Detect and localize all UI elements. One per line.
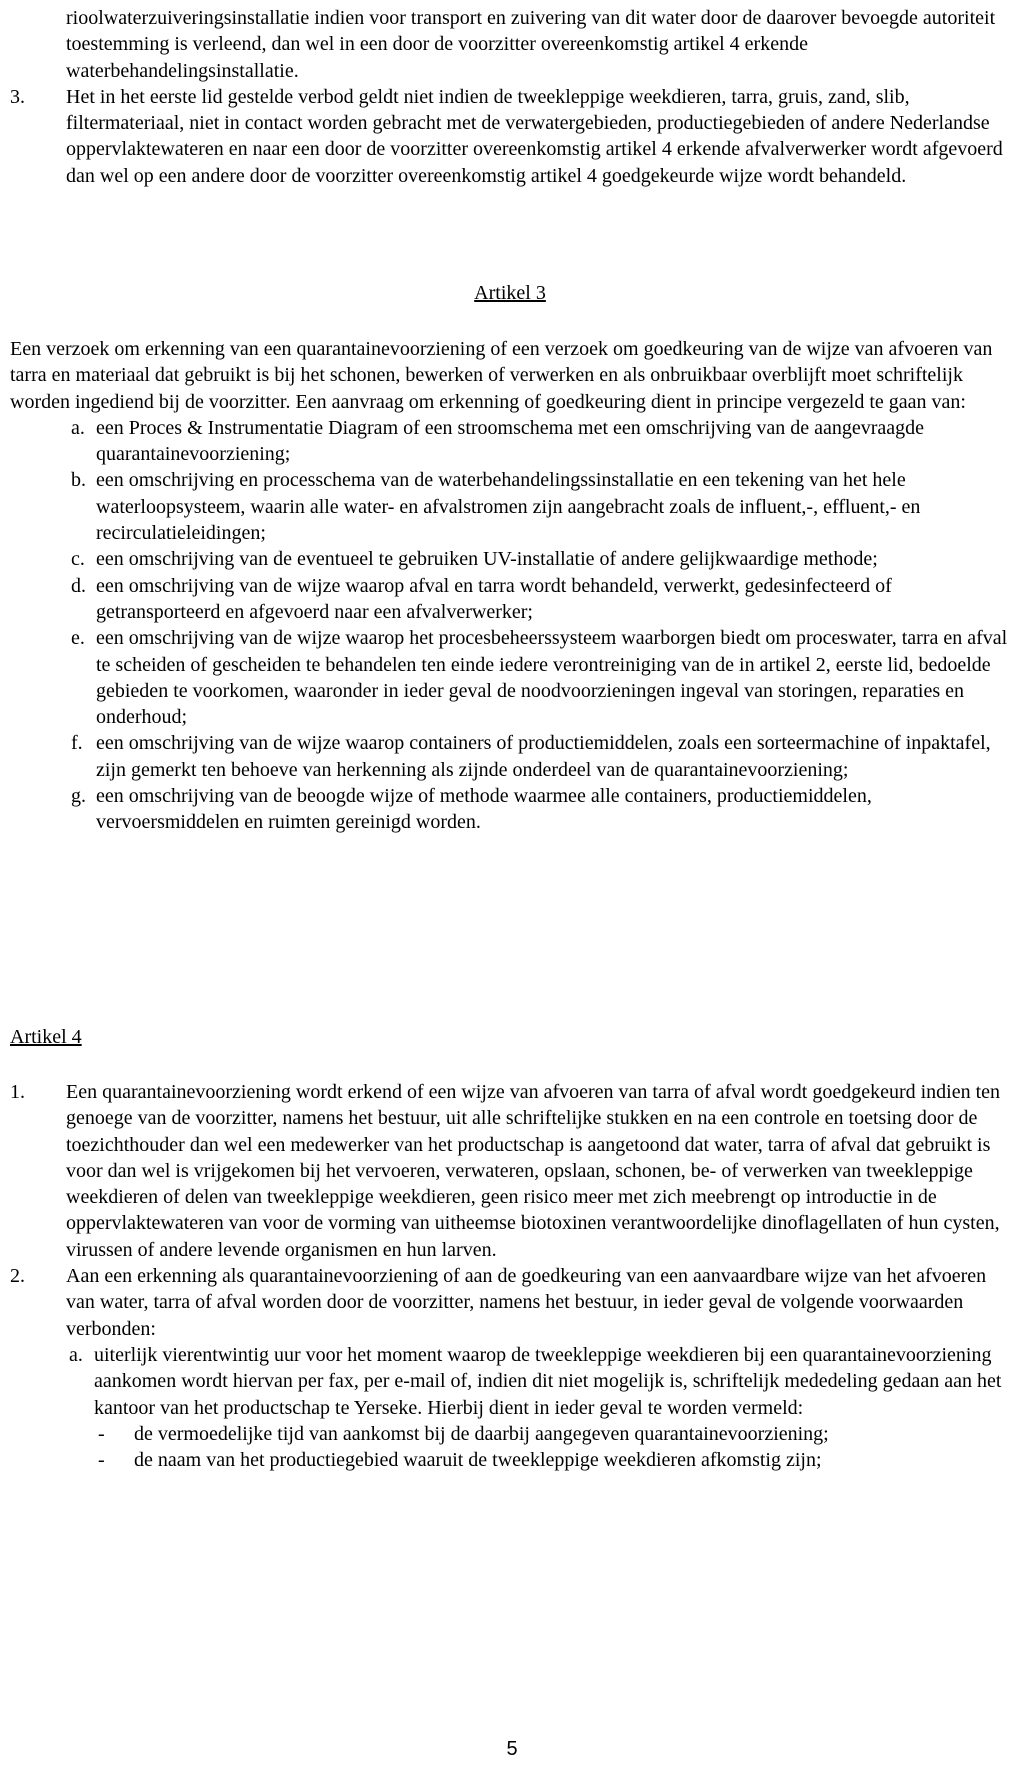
item-text: Een quarantainevoorziening wordt erkend of een wijze van afvoeren van tarra of afval wordt goedgekeurd indien ten genoege van de voorzitter, namens het bestuur, uit alle schriftelijke stukken en na een controle en toetsing door de toezichthouder dan wel een medewerker van het productschap is aangetoond dat water, tarra of afval dat gebruikt is voor dan wel is vrijgekomen bij het vervoeren, verwateren, opslaan, schonen, be- of verwerken van tweekleppige weekdieren of delen van tweekleppige weekdieren, geen risico meer met zich meebrengt op introductie in de oppervlaktewateren van voor de vorming van uitheemse biotoxinen verantwoordelijke dinoflagellaten of hun cysten, virussen of andere levende organismen en hun larven. bbox=[66, 1081, 1001, 1261]
dash-item-text: de naam van het productiegebied waaruit de tweekleppige weekdieren afkomstig zijn; bbox=[134, 1449, 822, 1472]
item-number: 1. bbox=[10, 1081, 25, 1103]
dash-bullet: - bbox=[98, 1449, 105, 1472]
list-item-letter: a. bbox=[71, 416, 85, 439]
artikel2-continuation bbox=[10, 5, 1010, 189]
item-number: 2. bbox=[10, 1265, 25, 1288]
dash-item bbox=[10, 1421, 1010, 1447]
list-item-text: een omschrijving en processchema van de waterbehandelingssinstallatie en een tekening van het hele waterloopsysteem, waarin alle water- en afvalstromen zijn aangebracht zoals de influent,-, effluent,- en recirculatieleidingen; bbox=[96, 469, 921, 545]
sub-item-text: uiterlijk vierentwintig uur voor het moment waarop de tweekleppige weekdieren bij een quarantainevoorziening aankomen wordt hiervan per fax, per e-mail of, indien dit niet mogelijk is, schriftelijk mededeling gedaan aan het kantoor van het productschap te Yerseke. Hierbij dient in ieder geval te worden vermeld: bbox=[94, 1343, 1002, 1419]
list-item-text: een Proces & Instrumentatie Diagram of een stroomschema met een omschrijving van de aangevraagde quarantainevoorziening; bbox=[96, 416, 925, 466]
artikel3-heading-row bbox=[10, 280, 1010, 306]
list-item-text: een omschrijving van de beoogde wijze of methode waarmee alle containers, productiemiddelen, vervoersmiddelen en ruimten gereinigd worden. bbox=[96, 785, 872, 834]
artikel3-body bbox=[10, 336, 1010, 836]
artikel3-heading: Artikel 3 bbox=[474, 282, 546, 304]
artikel2-item-3 bbox=[10, 84, 1010, 189]
list-item-text: een omschrijving van de wijze waarop het procesbeheerssysteem waarborgen biedt om proceswater, tarra en afval te scheiden of gescheiden te behandelen ten einde iedere verontreiniging van de in artikel 2, eerste lid, bedoelde gebieden te voorkomen, waaronder in ieder geval de noodvoorzieningen ingeval van storingen, reparaties en onderhoud; bbox=[96, 627, 1008, 729]
artikel3-intro: Een verzoek om erkenning van een quarantainevoorziening of een verzoek om goedkeuring van de wijze van afvoeren van tarra en materiaal dat gebruikt is bij het schonen, bewerken of verwerken en als onbruikbaar overblijft moet schriftelijk worden ingediend bij de voorzitter. Een aanvraag om erkenning of goedkeuring dient in principe vergezeld te gaan van: bbox=[10, 338, 993, 413]
artikel4-item-2a bbox=[10, 1342, 1010, 1421]
list-item bbox=[10, 625, 1010, 730]
list-item bbox=[10, 415, 1010, 468]
item-number: 3. bbox=[10, 85, 25, 108]
list-item bbox=[10, 467, 1010, 546]
list-item-text: een omschrijving van de wijze waarop afval en tarra wordt behandeld, verwerkt, gedesinfecteerd of getransporteerd en afgevoerd naar een afvalverwerker; bbox=[96, 574, 892, 623]
artikel3-list bbox=[10, 415, 1010, 836]
list-item bbox=[10, 546, 1010, 572]
continued-paragraph: rioolwaterzuiveringsinstallatie indien voor transport en zuivering van dit water door de daarover bevoegde autoriteit toestemming is verleend, dan wel in een door de voorzitter overeenkomstig artikel 4 erkende waterbehandelingsinstallatie. bbox=[66, 7, 996, 82]
list-item-letter: b. bbox=[71, 469, 86, 492]
sub-item-letter: a. bbox=[69, 1343, 83, 1366]
artikel4-item-1 bbox=[10, 1079, 1010, 1263]
list-item bbox=[10, 783, 1010, 836]
dash-bullet: - bbox=[98, 1422, 105, 1445]
item-text: Het in het eerste lid gestelde verbod geldt niet indien de tweekleppige weekdieren, tarra, gruis, zand, slib, filtermateriaal, niet in contact worden gebracht met de verwatergebieden, productiegebieden of andere Nederlandse oppervlaktewateren en naar een door de voorzitter overeenkomstig artikel 4 erkende afvalverwerker wordt afgevoerd dan wel op een andere door de voorzitter overeenkomstig artikel 4 goedgekeurde wijze wordt behandeld. bbox=[66, 85, 1003, 187]
list-item-letter: c. bbox=[71, 548, 85, 571]
artikel4-item-2 bbox=[10, 1263, 1010, 1342]
page-number: 5 bbox=[506, 1738, 518, 1760]
list-item bbox=[10, 730, 1010, 783]
artikel4-body bbox=[10, 1079, 1010, 1473]
dash-item bbox=[10, 1447, 1010, 1473]
list-item-letter: f. bbox=[71, 732, 83, 755]
artikel4-heading: Artikel 4 bbox=[10, 1026, 82, 1048]
list-item-letter: d. bbox=[71, 574, 86, 597]
artikel4-dash-list bbox=[10, 1421, 1010, 1474]
dash-item-text: de vermoedelijke tijd van aankomst bij de daarbij aangegeven quarantainevoorziening; bbox=[134, 1422, 829, 1445]
list-item bbox=[10, 573, 1010, 626]
list-item-letter: g. bbox=[71, 785, 86, 808]
list-item-text: een omschrijving van de eventueel te gebruiken UV-installatie of andere gelijkwaardige methode; bbox=[96, 548, 878, 571]
artikel4-heading-row bbox=[10, 1024, 1010, 1050]
list-item-letter: e. bbox=[71, 627, 85, 650]
list-item-text: een omschrijving van de wijze waarop containers of productiemiddelen, zoals een sorteermachine of inpaktafel, zijn gemerkt ten behoeve van herkenning als zijnde onderdeel van de quarantainevoorziening; bbox=[96, 732, 991, 781]
item-text: Aan een erkenning als quarantainevoorziening of aan de goedkeuring van een aanvaardbare wijze van het afvoeren van water, tarra of afval worden door de voorzitter, namens het bestuur, in ieder geval de volgende voorwaarden verbonden: bbox=[66, 1265, 987, 1340]
